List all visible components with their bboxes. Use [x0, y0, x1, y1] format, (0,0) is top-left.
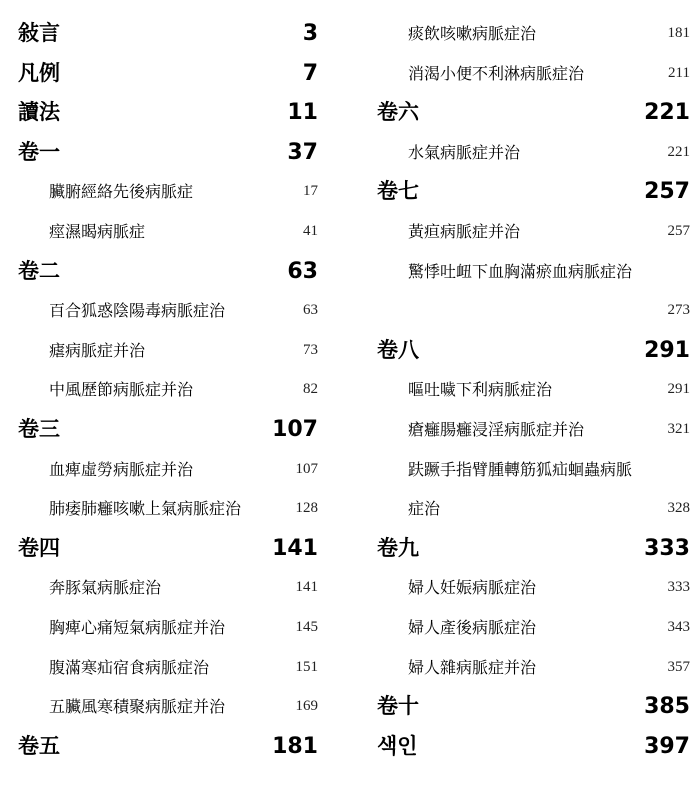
toc-entry-row	[18, 450, 318, 490]
toc-entry-row	[377, 370, 690, 410]
toc-page-number: 385	[644, 694, 690, 720]
toc-entry-row	[377, 54, 690, 94]
toc-entry-row	[377, 133, 690, 173]
toc-entry-title: 腹滿寒疝宿食病脈症治	[49, 657, 210, 677]
toc-section-title: 卷五	[18, 733, 60, 758]
toc-section-row	[18, 727, 318, 767]
toc-entry-title: 臟腑經絡先後病脈症	[49, 182, 194, 202]
toc-entry-title: 趺蹶手指臂腫轉筋狐疝蛔蟲病脈	[408, 459, 633, 479]
toc-page-number: 141	[295, 579, 318, 596]
toc-entry-title: 痙濕暍病脈症	[49, 221, 146, 241]
toc-entry-title: 血痺虛勞病脈症并治	[49, 459, 194, 479]
toc-entry-title: 瘡癰腸癰浸淫病脈症并治	[408, 419, 585, 439]
toc-section-row	[18, 133, 318, 173]
toc-page-number: 343	[667, 618, 690, 635]
toc-page-number: 211	[668, 64, 690, 81]
toc-entry-title: 中風歷節病脈症并治	[49, 380, 194, 400]
toc-page-number: 291	[667, 381, 690, 398]
toc-entry-title: 胸痺心痛短氣病脈症并治	[49, 617, 226, 637]
toc-page-number: 397	[644, 733, 690, 759]
toc-entry-title: 驚悸吐衄下血胸滿瘀血病脈症治	[408, 261, 633, 281]
toc-entry-row	[18, 687, 318, 727]
toc-section-title: 凡例	[18, 60, 60, 85]
toc-entry-row	[377, 291, 690, 331]
toc-page-number: 328	[667, 500, 690, 517]
toc-entry-row	[377, 608, 690, 648]
toc-section-title: 讀法	[18, 100, 60, 125]
toc-page-number: 321	[667, 420, 690, 437]
toc-entry-title: 瘧病脈症并治	[49, 340, 146, 360]
toc-page-number: 63	[303, 302, 318, 319]
toc-page-number: 63	[287, 258, 318, 284]
toc-page-number: 221	[644, 100, 690, 126]
toc-section-title: 卷三	[18, 416, 60, 441]
toc-page-number: 357	[667, 658, 690, 675]
toc-page-number: 37	[287, 139, 318, 165]
toc-section-row	[18, 54, 318, 94]
toc-section-row	[377, 727, 690, 767]
toc-entry-row	[18, 608, 318, 648]
toc-page-number: 41	[303, 222, 318, 239]
toc-entry-row	[18, 489, 318, 529]
toc-section-title: 卷一	[18, 139, 60, 164]
toc-entry-title: 症治	[408, 499, 441, 519]
toc-page-number: 3	[302, 21, 318, 46]
toc-section-row	[18, 410, 318, 450]
toc-page-number: 181	[272, 733, 318, 759]
toc-section-row	[18, 529, 318, 569]
toc-entry-row	[377, 252, 690, 292]
toc-column-left	[18, 14, 318, 766]
toc-entry-row	[377, 450, 690, 490]
toc-entry-row	[377, 212, 690, 252]
toc-section-row	[18, 93, 318, 133]
toc-entry-title: 五臟風寒積聚病脈症并治	[49, 697, 226, 717]
toc-section-title: 卷七	[377, 179, 419, 204]
toc-entry-title: 消渴小便不利淋病脈症治	[408, 63, 585, 83]
toc-entry-title: 婦人妊娠病脈症治	[408, 578, 537, 598]
toc-entry-row	[18, 648, 318, 688]
toc-entry-row	[18, 568, 318, 608]
toc-section-title: 敍言	[18, 21, 60, 45]
toc-entry-title: 百合狐惑陰陽毒病脈症治	[49, 301, 226, 321]
toc-page-number: 257	[644, 179, 690, 205]
toc-section-title: 卷九	[377, 535, 419, 560]
toc-entry-title: 黃疸病脈症并治	[408, 221, 521, 241]
toc-page-number: 257	[667, 222, 690, 239]
toc-entry-row	[18, 172, 318, 212]
toc-page-number: 333	[644, 535, 690, 561]
toc-entry-row	[18, 212, 318, 252]
toc-section-row	[377, 93, 690, 133]
toc-section-row	[18, 252, 318, 292]
toc-entry-row	[377, 410, 690, 450]
toc-entry-row	[18, 331, 318, 371]
toc-section-title: 색인	[377, 733, 418, 758]
toc-section-title: 卷二	[18, 258, 60, 283]
toc-page-number: 141	[272, 535, 318, 561]
toc-section-row	[377, 687, 690, 727]
toc-page-number: 291	[644, 337, 690, 363]
toc-section-title: 卷四	[18, 535, 60, 560]
toc-entry-title: 嘔吐噦下利病脈症治	[408, 380, 553, 400]
toc-page-number: 273	[667, 302, 690, 319]
toc-entry-row	[377, 568, 690, 608]
toc-column-right	[377, 14, 690, 766]
toc-page-number: 145	[295, 618, 318, 635]
toc-entry-title: 肺痿肺癰咳嗽上氣病脈症治	[49, 499, 242, 519]
toc-page-number: 73	[303, 341, 318, 358]
toc-page-number: 17	[303, 183, 318, 200]
toc-page-number: 169	[295, 698, 318, 715]
toc-entry-row	[377, 648, 690, 688]
toc-entry-title: 婦人產後病脈症治	[408, 617, 537, 637]
toc-entry-title: 婦人雜病脈症并治	[408, 657, 537, 677]
toc-entry-title: 痰飲咳嗽病脈症治	[408, 24, 537, 43]
toc-page-number: 221	[667, 143, 690, 160]
toc-page-number: 128	[295, 500, 318, 517]
toc-entry-row	[377, 489, 690, 529]
toc-page-number: 107	[272, 416, 318, 442]
toc-section-title: 卷八	[377, 337, 419, 362]
toc-page-number: 11	[287, 100, 318, 126]
toc-entry-title: 水氣病脈症并治	[408, 142, 521, 162]
toc-page-number: 151	[295, 658, 318, 675]
toc-entry-title: 奔豚氣病脈症治	[49, 578, 162, 598]
toc-section-row	[377, 529, 690, 569]
toc-page-number: 7	[302, 60, 318, 86]
toc-page-number: 82	[303, 381, 318, 398]
toc-section-title: 卷六	[377, 100, 419, 125]
toc-section-row	[18, 14, 318, 54]
toc-page-number: 107	[295, 460, 318, 477]
toc-section-row	[377, 331, 690, 371]
toc-page-number: 181	[667, 25, 690, 41]
toc-entry-row	[18, 291, 318, 331]
toc-page-number: 333	[667, 579, 690, 596]
toc-section-row	[377, 172, 690, 212]
toc-entry-row	[377, 14, 690, 54]
toc-entry-row	[18, 370, 318, 410]
toc-section-title: 卷十	[377, 694, 419, 719]
